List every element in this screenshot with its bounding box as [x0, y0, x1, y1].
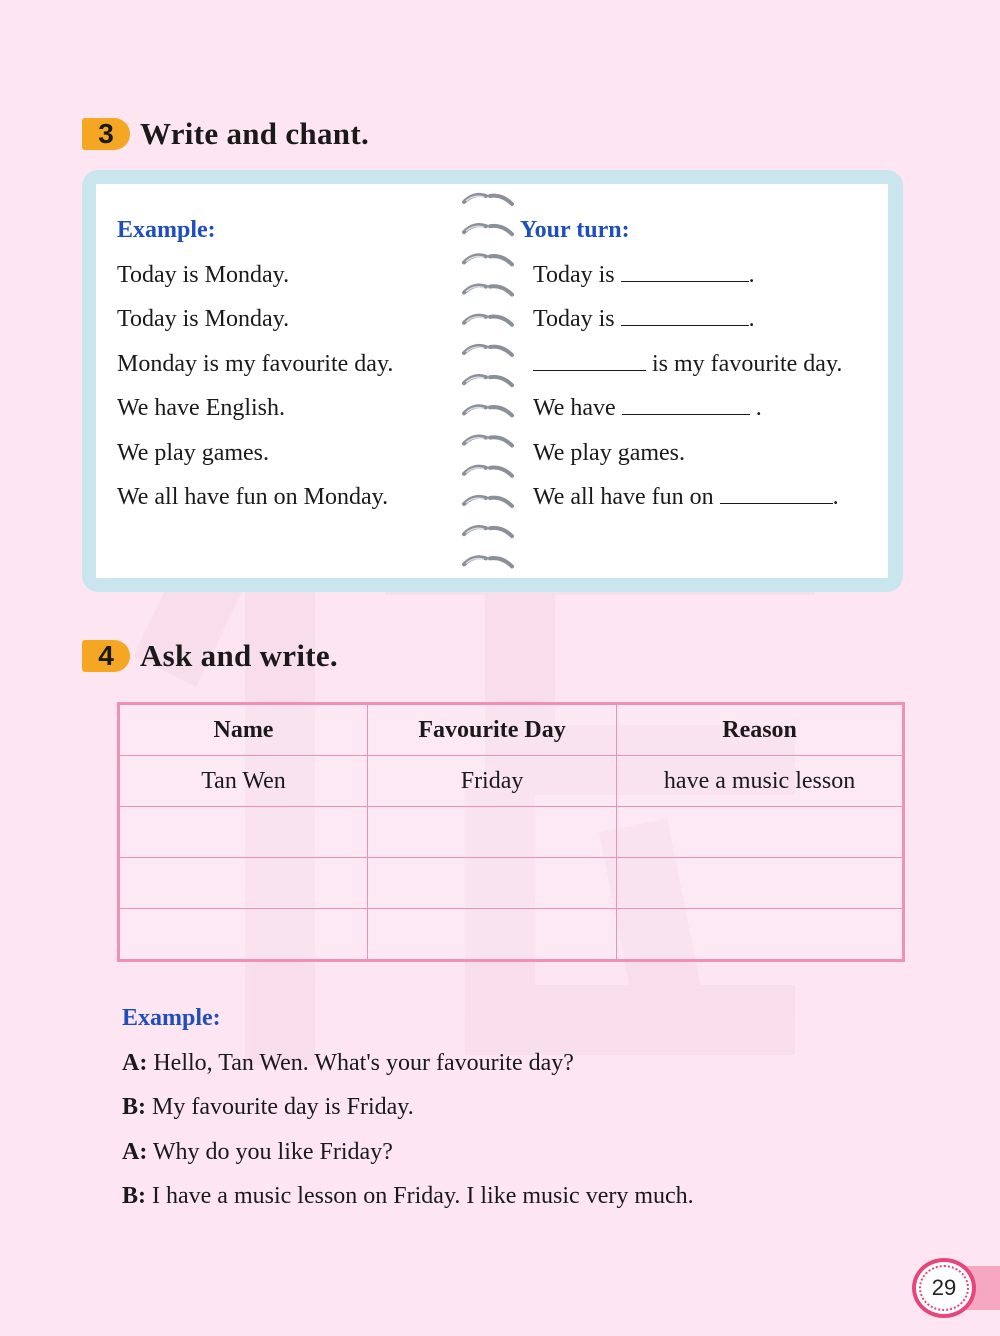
- table-row: [119, 909, 904, 961]
- example-line: We have English.: [117, 395, 286, 421]
- spiral-ring: [464, 195, 512, 204]
- fill-in-blank[interactable]: [621, 259, 749, 282]
- dialogue-text: My favourite day is Friday.: [152, 1094, 414, 1120]
- fill-in-blank[interactable]: [533, 348, 646, 371]
- page-number-badge: [912, 1258, 976, 1318]
- dialogue-line: [122, 1085, 694, 1130]
- example-line: Today is Monday.: [117, 261, 290, 288]
- dialogue-line: [122, 1130, 694, 1175]
- table-cell: Friday: [367, 756, 616, 807]
- table-cell-blank[interactable]: [617, 858, 904, 909]
- column-header-reason: Reason: [617, 704, 904, 756]
- table-row: [119, 807, 904, 858]
- table-cell: have a music lesson: [617, 756, 904, 807]
- table-cell: Tan Wen: [119, 756, 368, 807]
- your-turn-column: [520, 208, 842, 520]
- table-cell-blank[interactable]: [617, 807, 904, 858]
- your-turn-line: [520, 342, 842, 387]
- speaker-label: A:: [122, 1138, 148, 1165]
- dialogue-text: Why do you like Friday?: [152, 1138, 393, 1165]
- spiral-ring: [464, 527, 512, 536]
- example-line: Today is Monday.: [117, 306, 290, 332]
- section-number-badge: 4: [82, 640, 130, 672]
- dialogue-example: [122, 996, 694, 1219]
- spiral-ring: [464, 346, 512, 355]
- table-cell-blank[interactable]: [119, 909, 368, 961]
- table-row: [119, 756, 904, 807]
- table-header-row: [119, 704, 904, 756]
- your-turn-line: [520, 297, 842, 342]
- dialogue-line: [122, 1041, 694, 1086]
- spiral-ring: [464, 467, 512, 476]
- spiral-ring: [464, 316, 512, 325]
- column-header-favourite-day: Favourite Day: [367, 704, 616, 756]
- example-label: Example:: [122, 1005, 221, 1031]
- column-header-name: Name: [119, 704, 368, 756]
- spiral-ring: [464, 557, 512, 566]
- survey-table: [117, 702, 905, 962]
- dialogue-line: [122, 1174, 694, 1219]
- spiral-ring: [464, 255, 512, 264]
- your-turn-line: [520, 475, 842, 520]
- table-cell-blank[interactable]: [367, 807, 616, 858]
- speaker-label: B:: [122, 1183, 146, 1209]
- spiral-ring: [464, 497, 512, 506]
- your-turn-label: Your turn:: [520, 217, 630, 243]
- line-text: .: [748, 306, 755, 332]
- section-number-badge: 3: [82, 118, 130, 150]
- section-3-heading: [82, 114, 369, 154]
- table-cell-blank[interactable]: [119, 858, 368, 909]
- speaker-label: A:: [122, 1049, 148, 1076]
- line-text: .: [748, 261, 755, 288]
- spiral-ring: [464, 406, 512, 415]
- fill-in-blank[interactable]: [720, 481, 833, 504]
- table-cell-blank[interactable]: [119, 807, 368, 858]
- table-row: [119, 858, 904, 909]
- table-cell-blank[interactable]: [367, 909, 616, 961]
- line-text: We have: [533, 395, 616, 421]
- fill-in-blank[interactable]: [622, 392, 750, 415]
- line-text: is my favourite day.: [652, 350, 843, 377]
- table-cell-blank[interactable]: [617, 909, 904, 961]
- page-number: 29: [931, 1275, 957, 1300]
- line-text: We all have fun on: [533, 484, 714, 510]
- spiral-ring: [464, 285, 512, 294]
- spiral-ring: [464, 376, 512, 385]
- spiral-ring: [464, 225, 512, 234]
- speaker-label: B:: [122, 1094, 146, 1120]
- spiral-ring: [464, 436, 512, 445]
- table-cell-blank[interactable]: [367, 858, 616, 909]
- section-title: Ask and write.: [140, 638, 338, 673]
- line-text: .: [832, 484, 839, 510]
- dialogue-text: I have a music lesson on Friday. I like music very much.: [152, 1183, 694, 1209]
- fill-in-blank[interactable]: [621, 303, 749, 326]
- example-line: Monday is my favourite day.: [117, 350, 394, 377]
- line-text: Today is: [533, 261, 615, 288]
- your-turn-line: We play games.: [533, 439, 686, 466]
- example-line: We play games.: [117, 439, 270, 466]
- spiral-rings: [456, 184, 520, 578]
- section-4-heading: [82, 636, 338, 676]
- your-turn-line: [520, 253, 842, 298]
- section-title: Write and chant.: [140, 116, 369, 151]
- example-line: We all have fun on Monday.: [117, 484, 389, 510]
- dialogue-text: Hello, Tan Wen. What's your favourite day?: [153, 1049, 574, 1076]
- your-turn-line: [520, 386, 842, 431]
- example-column: [117, 208, 393, 520]
- example-label: Example:: [117, 217, 216, 243]
- line-text: Today is: [533, 306, 615, 332]
- line-text: .: [755, 395, 762, 421]
